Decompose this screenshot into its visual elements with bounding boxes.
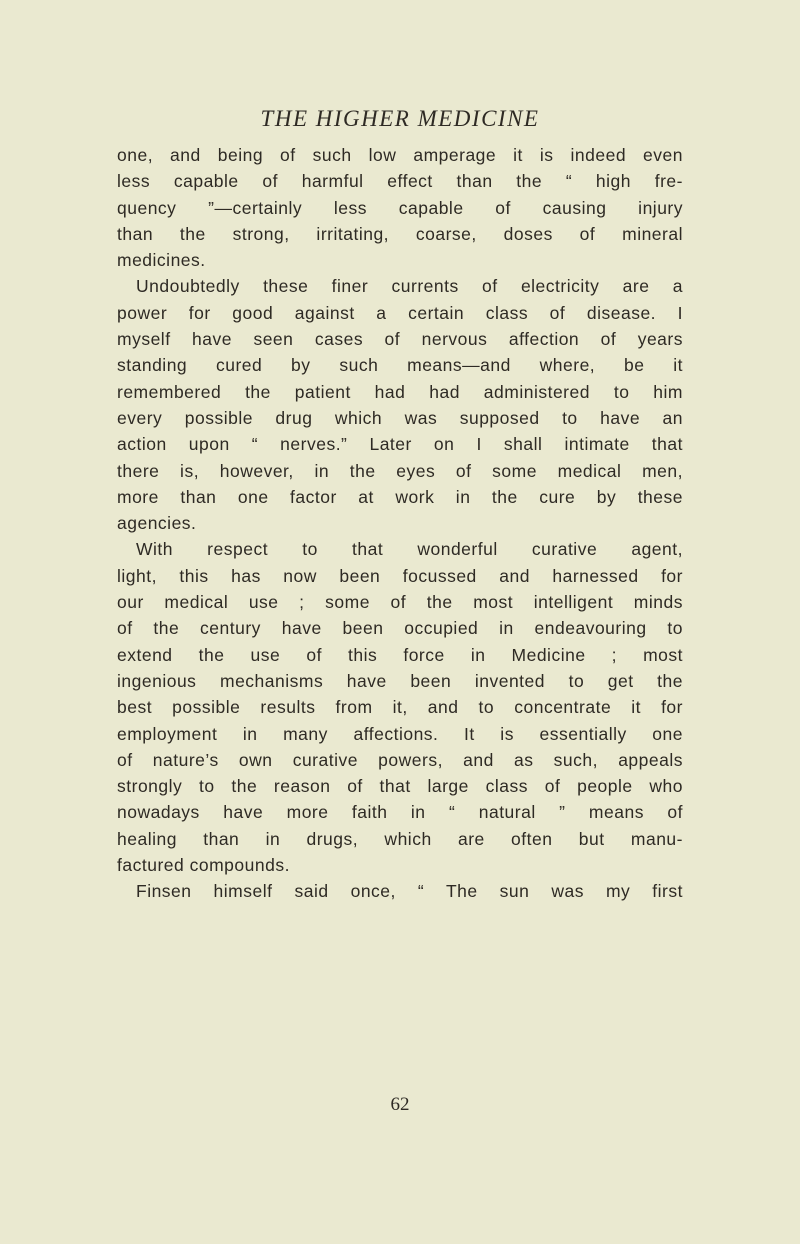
- text-line: strongly to the reason of that large class of people who: [117, 776, 683, 797]
- text-line: factured compounds.: [117, 855, 290, 876]
- text-line: employment in many affections. It is essentially one: [117, 723, 683, 744]
- text-line: agencies.: [117, 513, 197, 534]
- text-line: standing cured by such means—and where, be it: [117, 355, 683, 376]
- text-line: best possible results from it, and to concentrate it for: [117, 697, 683, 718]
- text-line: our medical use ; some of the most intelligent minds: [117, 592, 683, 613]
- text-line: one, and being of such low amperage it is indeed even: [117, 145, 683, 165]
- text-line: medicines.: [117, 250, 206, 271]
- text-line: than the strong, irritating, coarse, doses of mineral: [117, 223, 683, 244]
- text-line: of the century have been occupied in endeavouring to: [117, 618, 683, 639]
- text-line: of nature’s own curative powers, and as such, appeals: [117, 749, 683, 770]
- text-line: less capable of harmful effect than the “ high fre-: [117, 171, 683, 192]
- running-head-title: THE HIGHER MEDICINE: [260, 106, 540, 131]
- text-line: every possible drug which was supposed to have an: [117, 407, 683, 428]
- text-line: myself have seen cases of nervous affection of years: [117, 329, 683, 350]
- text-line: ingenious mechanisms have been invented to get the: [117, 670, 683, 691]
- page-number: 62: [390, 1094, 410, 1115]
- text-line: quency ”—certainly less capable of causing injury: [117, 197, 683, 218]
- text-line: power for good against a certain class of disease. I: [117, 302, 683, 323]
- text-line: nowadays have more faith in “ natural ” means of: [117, 802, 683, 823]
- text-line: there is, however, in the eyes of some medical men,: [117, 460, 683, 481]
- text-line: light, this has now been focussed and harnessed for: [117, 565, 683, 586]
- text-line: Finsen himself said once, “ The sun was my first: [136, 881, 683, 902]
- text-line: action upon “ nerves.” Later on I shall intimate that: [117, 434, 683, 455]
- text-line: remembered the patient had had administered to him: [117, 381, 683, 402]
- text-line: Undoubtedly these finer currents of electricity are a: [136, 276, 683, 297]
- text-line: healing than in drugs, which are often but manu-: [117, 828, 683, 849]
- text-line: extend the use of this force in Medicine ; most: [117, 644, 683, 665]
- text-line: With respect to that wonderful curative agent,: [136, 539, 683, 560]
- text-line: more than one factor at work in the cure by these: [117, 486, 683, 507]
- body-text: [117, 142, 683, 905]
